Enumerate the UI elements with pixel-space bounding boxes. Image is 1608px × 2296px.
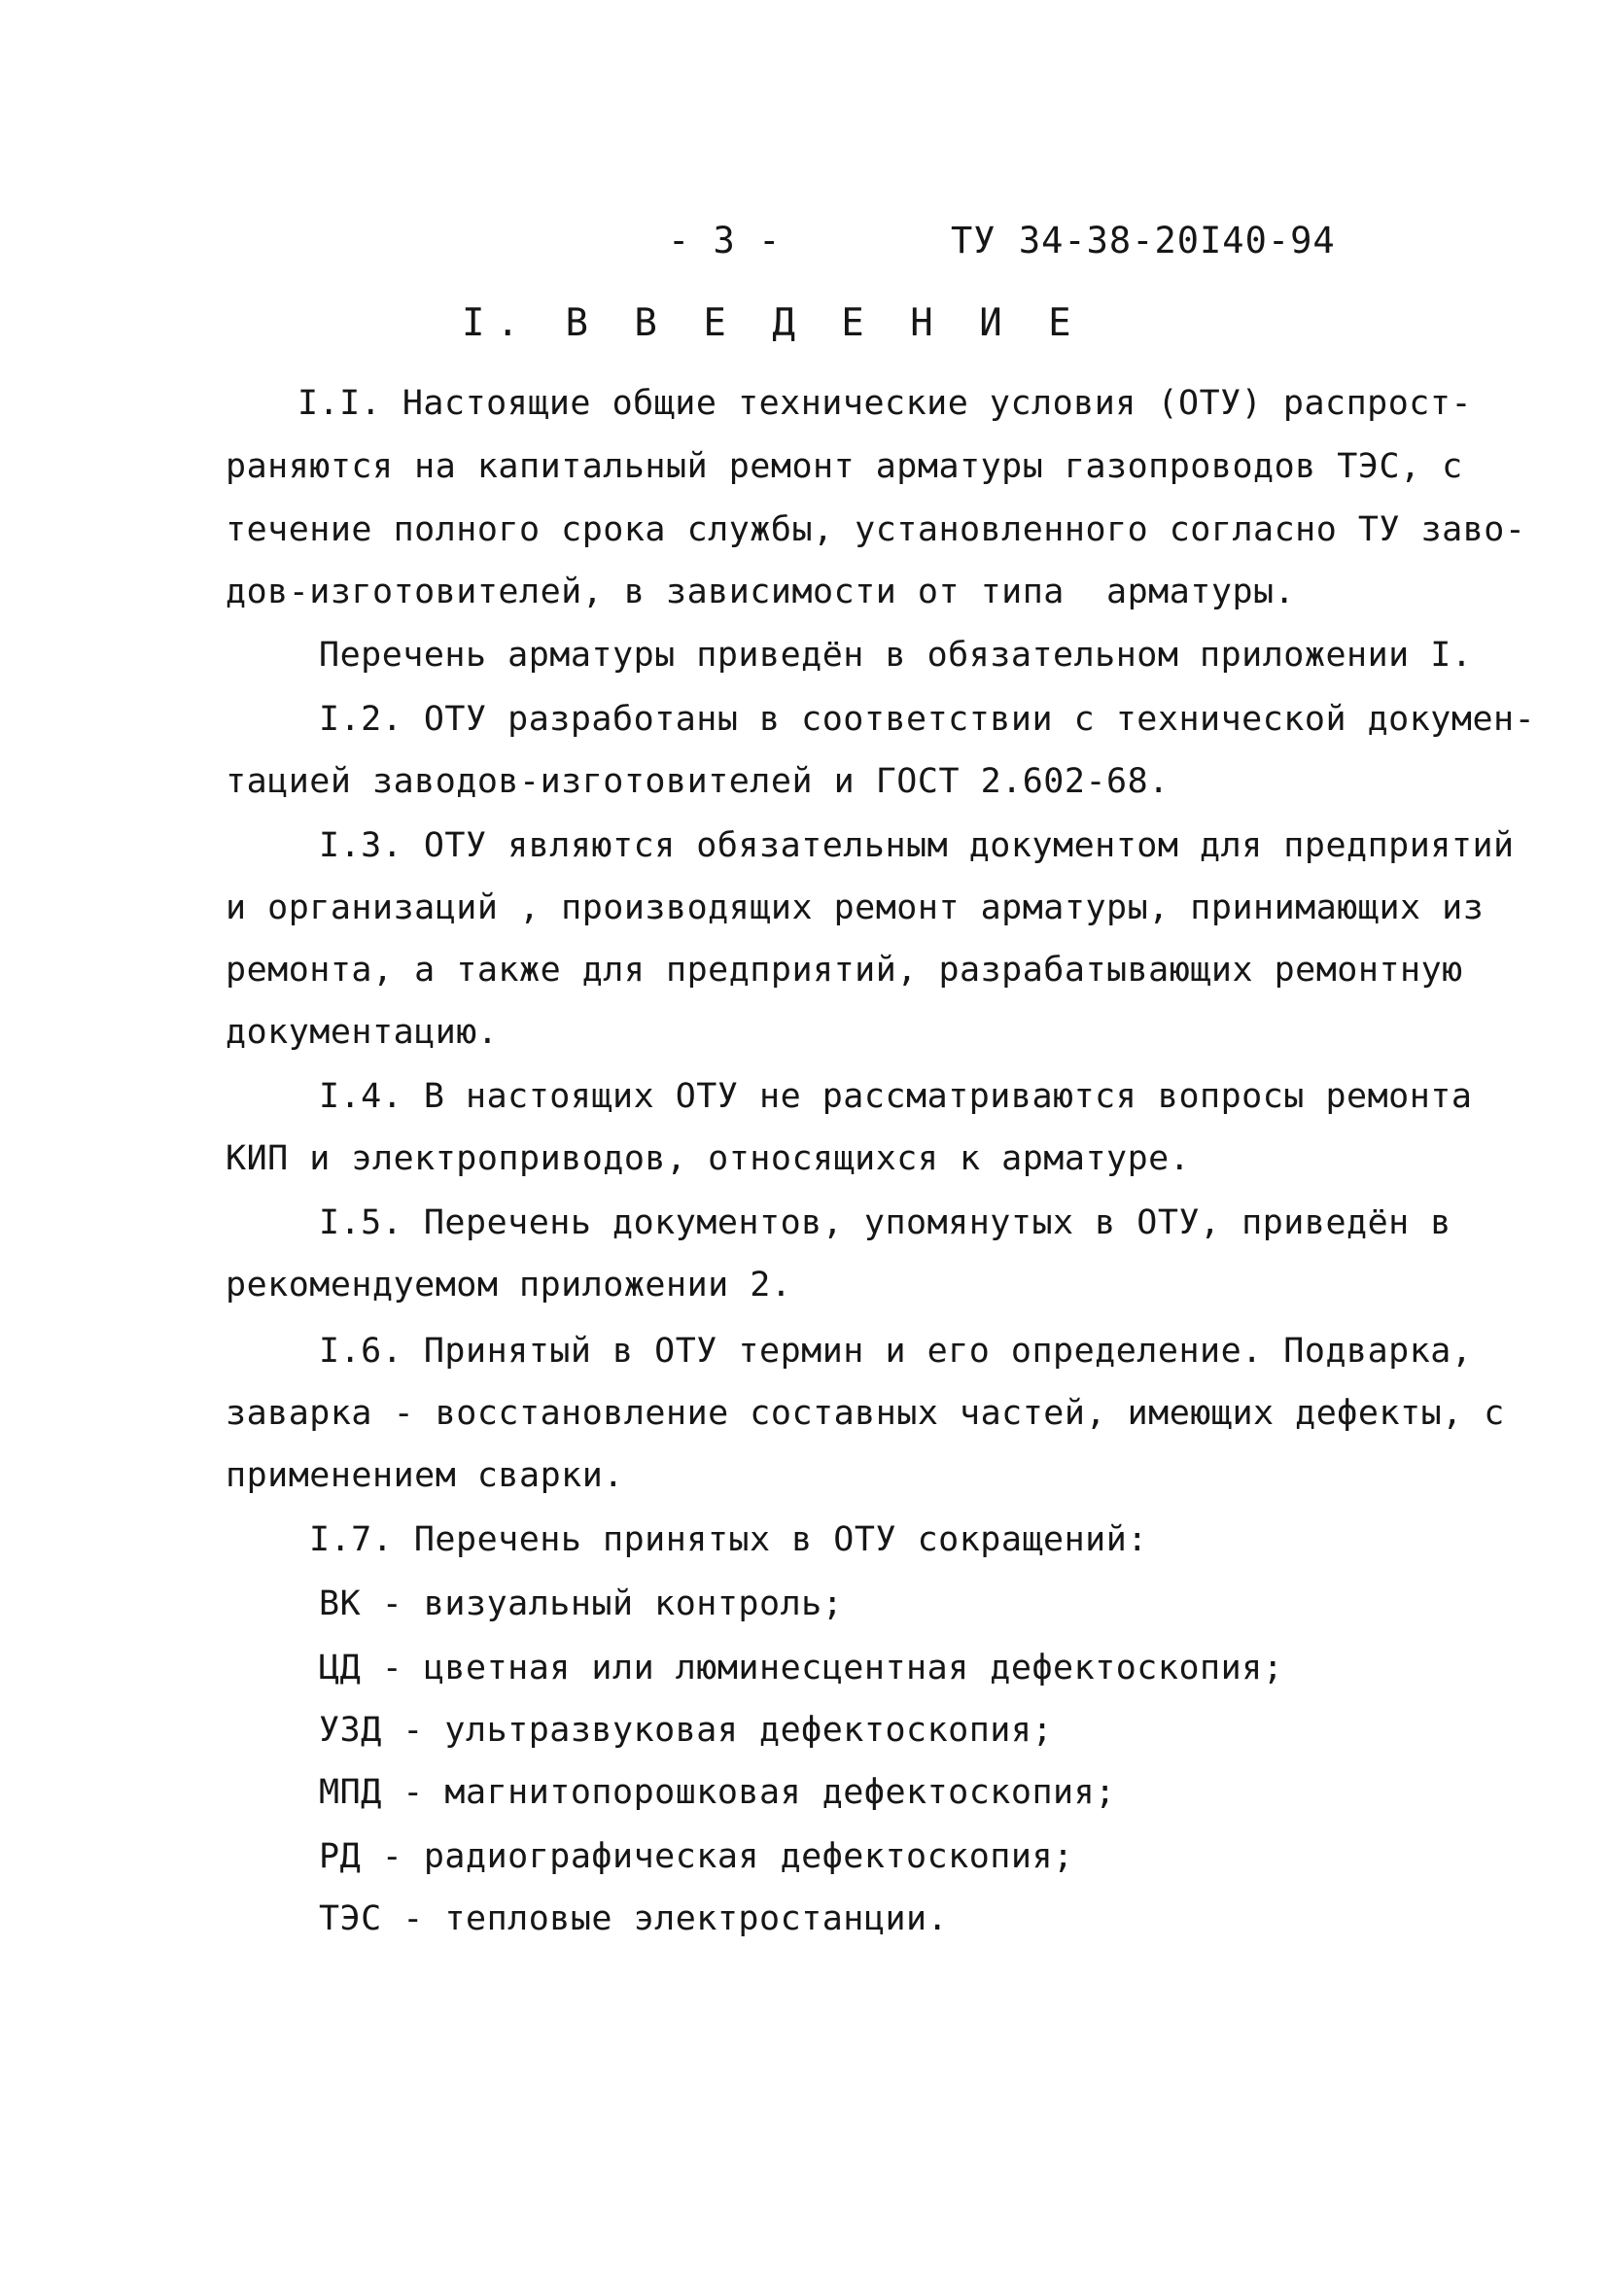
page-number: - 3 - (668, 220, 782, 261)
paragraph-1-2-line-1: I.2. ОТУ разработаны в соответствии с технической докумен- (319, 700, 1536, 739)
paragraph-1-4-line-2: КИП и электроприводов, относящихся к арматуре. (226, 1139, 1191, 1178)
paragraph-1-5-line-2: рекомендуемом приложении 2. (226, 1266, 792, 1305)
appendix-reference-line: Перечень арматуры приведён в обязательном приложении I. (319, 636, 1473, 675)
paragraph-1-6-line-2: заварка - восстановление составных частей, имеющих дефекты, с (226, 1394, 1505, 1433)
abbreviation-item: ВК - визуальный контроль; (319, 1584, 844, 1623)
document-code: ТУ 34-38-20I40-94 (951, 220, 1336, 261)
abbreviation-item: ЦД - цветная или люминесцентная дефектоскопия; (319, 1649, 1284, 1687)
paragraph-1-1-line-1: I.I. Настоящие общие технические условия (ОТУ) распрост- (297, 384, 1473, 423)
paragraph-1-3-line-4: документацию. (226, 1013, 499, 1052)
abbreviation-item: МПД - магнитопорошковая дефектоскопия; (319, 1773, 1116, 1812)
abbreviation-item: РД - радиографическая дефектоскопия; (319, 1837, 1074, 1876)
section-title: I. В В Е Д Е Н И Е (462, 301, 1083, 345)
paragraph-1-4-line-1: I.4. В настоящих ОТУ не рассматриваются вопросы ремонта (319, 1077, 1473, 1116)
paragraph-1-6-line-1: I.6. Принятый в ОТУ термин и его определение. Подварка, (319, 1332, 1473, 1371)
paragraph-1-1-line-2: раняются на капитальный ремонт арматуры газопроводов ТЭС, с (226, 447, 1463, 486)
paragraph-1-3-line-2: и организаций , производящих ремонт арматуры, принимающих из (226, 888, 1485, 927)
paragraph-1-1-line-4: дов-изготовителей, в зависимости от типа арматуры. (226, 573, 1296, 611)
paragraph-1-7-heading: I.7. Перечень принятых в ОТУ сокращений: (309, 1520, 1148, 1559)
abbreviation-item: УЗД - ультразвуковая дефектоскопия; (319, 1711, 1054, 1750)
abbreviation-item: ТЭС - тепловые электростанции. (319, 1899, 949, 1938)
paragraph-1-3-line-1: I.3. ОТУ являются обязательным документом для предприятий (319, 826, 1515, 865)
paragraph-1-6-line-3: применением сварки. (226, 1456, 624, 1495)
paragraph-1-2-line-2: тацией заводов-изготовителей и ГОСТ 2.602-68. (226, 762, 1170, 801)
paragraph-1-3-line-3: ремонта, а также для предприятий, разрабатывающих ремонтную (226, 951, 1463, 990)
paragraph-1-1-line-3: течение полного срока службы, установленного согласно ТУ заво- (226, 510, 1526, 549)
paragraph-1-5-line-1: I.5. Перечень документов, упомянутых в ОТУ, приведён в (319, 1203, 1451, 1242)
